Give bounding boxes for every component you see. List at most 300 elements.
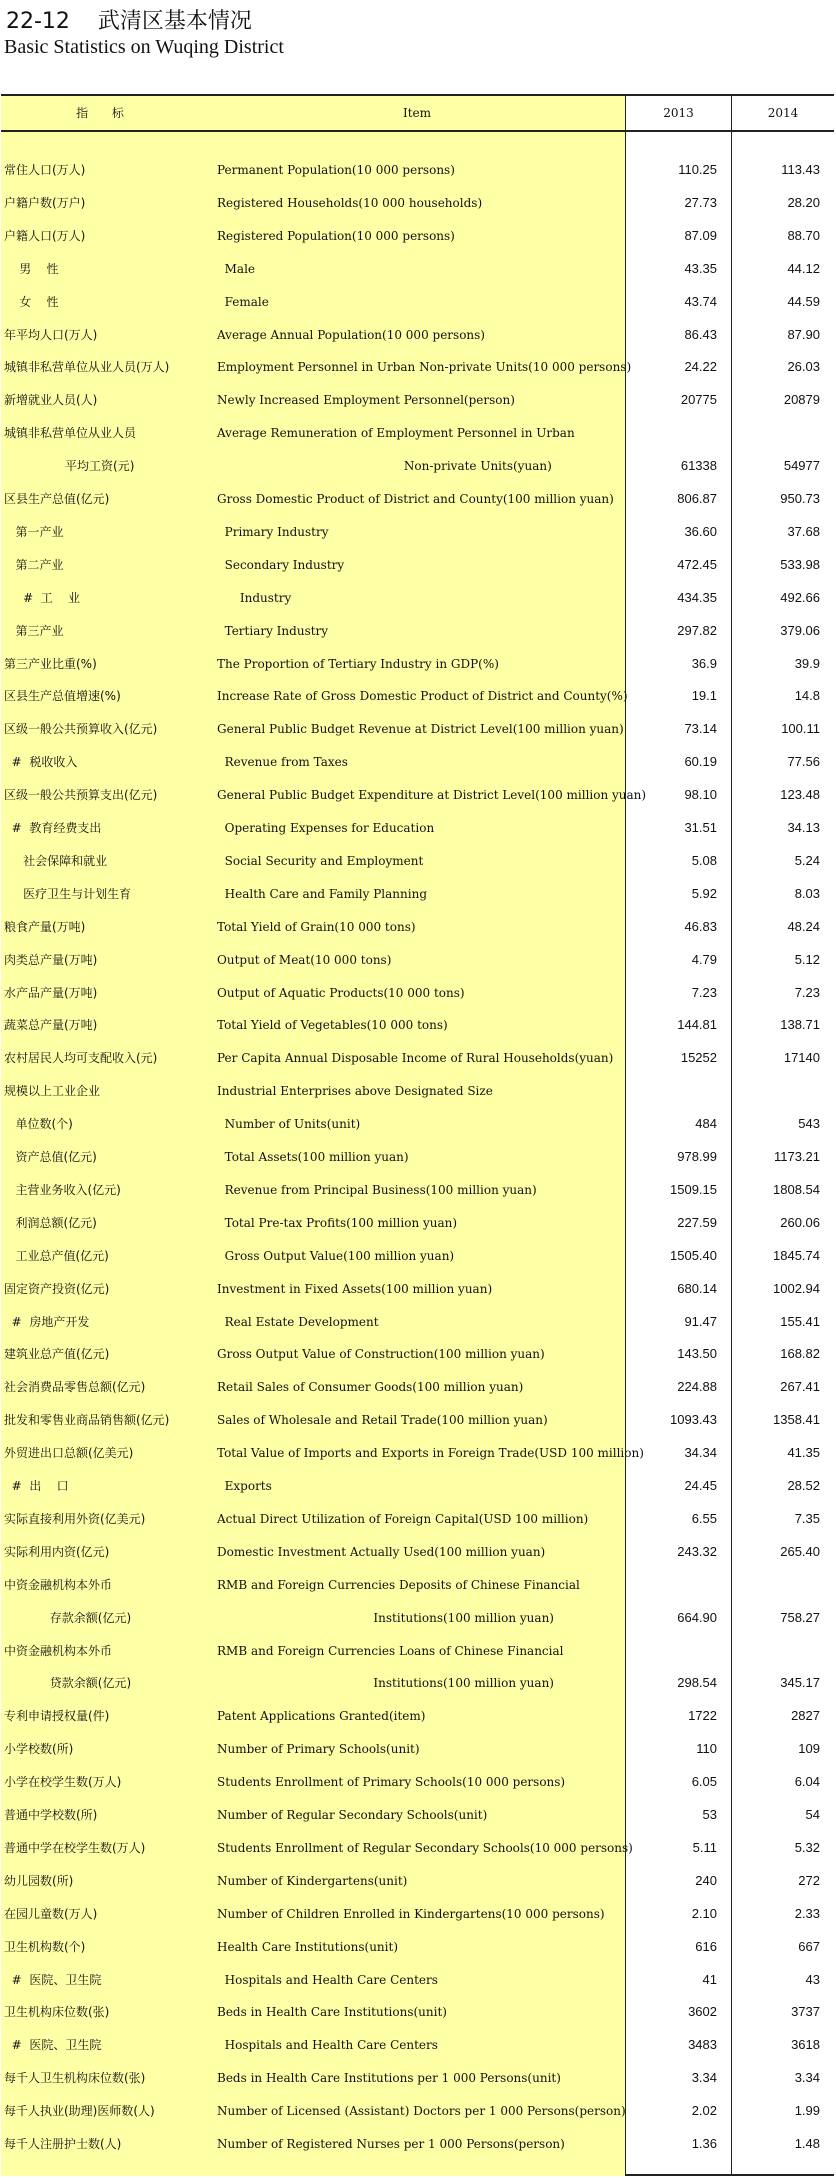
value-2014: 34.13 — [787, 820, 820, 835]
row-label-cn: 存款余额(亿元) — [4, 1610, 132, 1625]
row-label-cn: 工业总产值(亿元) — [4, 1248, 109, 1263]
value-2014: 265.40 — [780, 1543, 820, 1559]
value-2013: 31.51 — [684, 820, 717, 835]
row-label-cn: 女 性 — [4, 294, 59, 309]
row-label-en: Primary Industry — [217, 524, 329, 539]
row-label-cn: 每千人执业(助理)医师数(人) — [4, 2104, 155, 2119]
value-2013: 484 — [695, 1116, 717, 1132]
value-2014: 7.35 — [794, 1510, 820, 1526]
value-2013: 1.36 — [691, 2136, 717, 2151]
value-2013: 144.81 — [677, 1017, 717, 1033]
value-2013: 224.88 — [677, 1379, 717, 1395]
row-label-cn: # 教育经费支出 — [4, 821, 102, 835]
table-row — [1, 1569, 834, 1601]
row-label-cn: 社会保障和就业 — [4, 853, 108, 868]
row-label-en: Employment Personnel in Urban Non-private Units(10 000 persons) — [217, 360, 632, 375]
row-label-cn: 社会消费品零售总额(亿元) — [4, 1380, 146, 1395]
row-label-cn: 医疗卫生与计划生育 — [4, 886, 132, 901]
value-2013: 6.05 — [691, 1774, 717, 1790]
table-row — [1, 1075, 834, 1107]
page-title-english: Basic Statistics on Wuqing District — [4, 36, 284, 58]
value-2013: 3.34 — [691, 2070, 717, 2086]
table-row — [1, 1108, 834, 1140]
value-2013: 27.73 — [684, 194, 717, 210]
row-label-cn: 每千人注册护士数(人) — [4, 2137, 122, 2151]
value-2014: 2827 — [791, 1708, 820, 1724]
row-label-cn: 水产品产量(万吨) — [4, 985, 98, 1000]
table-row — [1, 2062, 834, 2094]
row-label-cn: 中资金融机构本外币 — [4, 1643, 113, 1658]
value-2014: 3618 — [791, 2037, 820, 2053]
table-row — [1, 648, 834, 680]
value-2013: 98.10 — [684, 787, 717, 803]
value-2013: 2.10 — [691, 1905, 717, 1921]
row-label-en: Average Remuneration of Employment Personnel in Urban — [217, 426, 575, 441]
table-row — [1, 746, 834, 778]
table-row — [1, 680, 834, 712]
row-label-en: Number of Units(unit) — [217, 1117, 361, 1132]
row-label-en: Secondary Industry — [217, 557, 345, 572]
table-row — [1, 1635, 834, 1667]
table-row — [1, 549, 834, 581]
row-label-en: Male — [217, 261, 256, 276]
value-2013: 34.34 — [684, 1445, 717, 1461]
value-2013: 7.23 — [691, 984, 717, 1000]
value-2013: 434.35 — [677, 589, 717, 605]
row-label-cn: 卫生机构床位数(张) — [4, 2005, 110, 2020]
value-2013: 36.9 — [691, 655, 717, 671]
table-row — [1, 450, 834, 482]
row-label-en: Patent Applications Granted(item) — [217, 1709, 426, 1724]
value-2013: 36.60 — [684, 523, 717, 539]
value-2013: 1509.15 — [670, 1181, 717, 1197]
table-row — [1, 1700, 834, 1732]
value-2013: 4.79 — [691, 951, 717, 967]
value-2013: 143.50 — [677, 1346, 717, 1362]
row-label-cn: 小学在校学生数(万人) — [4, 1775, 122, 1790]
row-label-en: Sales of Wholesale and Retail Trade(100 million yuan) — [217, 1413, 548, 1428]
value-2014: 1845.74 — [773, 1247, 820, 1263]
row-label-cn: 农村居民人均可支配收入(元) — [4, 1051, 158, 1066]
table-row — [1, 1964, 834, 1996]
table-row — [1, 187, 834, 219]
value-2014: 5.12 — [794, 951, 820, 967]
value-2014: 26.03 — [787, 359, 820, 375]
header-item: Item — [209, 96, 626, 130]
table-row — [1, 1470, 834, 1502]
row-label-en: Number of Kindergartens(unit) — [217, 1873, 408, 1888]
value-2014: 48.24 — [787, 918, 820, 934]
table-row — [1, 1865, 834, 1897]
value-2014: 5.24 — [794, 852, 820, 868]
table-row — [1, 1306, 834, 1338]
table-header — [1, 96, 834, 132]
value-2013: 24.45 — [684, 1478, 717, 1493]
value-2013: 806.87 — [677, 491, 717, 506]
row-label-en: Output of Aquatic Products(10 000 tons) — [217, 985, 465, 1000]
value-2014: 37.68 — [787, 523, 820, 539]
row-label-cn: 区县生产总值(亿元) — [4, 492, 110, 506]
value-2014: 5.32 — [794, 1839, 820, 1855]
row-label-en: Actual Direct Utilization of Foreign Capital(USD 100 million) — [217, 1511, 589, 1526]
row-label-en: Number of Registered Nurses per 1 000 Persons(person) — [217, 2137, 565, 2151]
value-2013: 227.59 — [677, 1214, 717, 1230]
table-row — [1, 1898, 834, 1930]
row-label-en: RMB and Foreign Currencies Deposits of Chinese Financial — [217, 1577, 580, 1592]
row-label-cn: 户籍人口(万人) — [4, 228, 86, 243]
value-2013: 978.99 — [677, 1149, 717, 1164]
value-2014: 28.20 — [787, 194, 820, 210]
value-2014: 155.41 — [780, 1313, 820, 1329]
row-label-cn: 在园儿童数(万人) — [4, 1906, 98, 1921]
value-2013: 1722 — [688, 1708, 717, 1724]
row-label-cn: 建筑业总产值(亿元) — [4, 1347, 110, 1362]
row-label-cn: 普通中学校数(所) — [4, 1808, 98, 1822]
row-label-en: RMB and Foreign Currencies Loans of Chinese Financial — [217, 1643, 564, 1658]
table-row — [1, 1602, 834, 1634]
row-label-cn: 第二产业 — [4, 557, 64, 572]
row-label-cn: # 出 口 — [4, 1479, 69, 1493]
value-2013: 5.92 — [691, 885, 717, 901]
row-label-cn: 年平均人口(万人) — [4, 327, 98, 342]
row-label-en: Real Estate Development — [217, 1314, 379, 1329]
row-label-cn: 小学校数(所) — [4, 1742, 74, 1757]
value-2013: 91.47 — [684, 1313, 717, 1329]
row-label-en: Number of Regular Secondary Schools(unit) — [217, 1808, 488, 1822]
page-title-chinese: 22-12 武清区基本情况 — [6, 9, 252, 34]
row-label-en: Students Enrollment of Primary Schools(10 000 persons) — [217, 1775, 566, 1790]
value-2014: 758.27 — [780, 1609, 820, 1625]
row-label-en: Average Annual Population(10 000 persons) — [217, 327, 485, 342]
value-2014: 1002.94 — [773, 1280, 820, 1296]
row-label-cn: 肉类总产量(万吨) — [4, 952, 98, 967]
row-label-en: The Proportion of Tertiary Industry in GDP(%) — [217, 656, 499, 671]
value-2014: 260.06 — [780, 1214, 820, 1230]
value-2014: 543 — [798, 1116, 820, 1132]
row-label-en: Beds in Health Care Institutions(unit) — [217, 2005, 447, 2020]
row-label-cn: 主营业务收入(亿元) — [4, 1182, 121, 1197]
value-2014: 44.59 — [787, 293, 820, 309]
table-row — [1, 384, 834, 416]
row-label-en: Students Enrollment of Regular Secondary Schools(10 000 persons) — [217, 1840, 633, 1855]
row-label-cn: 实际利用内资(亿元) — [4, 1544, 110, 1559]
header-year-2014: 2014 — [767, 106, 799, 120]
row-label-en: Total Yield of Grain(10 000 tons) — [217, 919, 416, 934]
table-row — [1, 417, 834, 449]
row-label-cn: # 房地产开发 — [4, 1314, 90, 1329]
table-row — [1, 319, 834, 351]
value-2013: 15252 — [680, 1050, 717, 1066]
row-label-cn: 粮食产量(万吨) — [4, 919, 86, 934]
row-label-cn: 第三产业 — [4, 623, 64, 638]
value-2013: 110.25 — [678, 162, 717, 177]
row-label-en: Health Care and Family Planning — [217, 886, 428, 901]
value-2014: 138.71 — [780, 1017, 820, 1033]
table-row — [1, 1141, 834, 1173]
row-label-en: Hospitals and Health Care Centers — [217, 2038, 438, 2053]
table-row — [1, 944, 834, 976]
value-2014: 1.48 — [794, 2136, 820, 2151]
value-2013: 1505.40 — [670, 1247, 717, 1263]
value-2014: 950.73 — [780, 491, 820, 506]
value-2013: 110 — [696, 1741, 717, 1757]
value-2014: 88.70 — [787, 227, 820, 243]
value-2014: 1.99 — [794, 2103, 820, 2119]
table-row — [1, 1042, 834, 1074]
row-label-cn: 区级一般公共预算支出(亿元) — [4, 788, 158, 803]
table-row — [1, 1174, 834, 1206]
row-label-cn: 平均工资(元) — [4, 459, 135, 474]
row-label-cn: 蔬菜总产量(万吨) — [4, 1018, 98, 1033]
table-row — [1, 1667, 834, 1699]
row-label-cn: 第一产业 — [4, 524, 64, 539]
value-2013: 46.83 — [684, 918, 717, 934]
row-label-cn: 固定资产投资(亿元) — [4, 1281, 110, 1296]
value-2013: 3602 — [688, 2004, 717, 2020]
header-year-2013: 2013 — [626, 96, 732, 130]
row-label-cn: 外贸进出口总额(亿美元) — [4, 1446, 134, 1461]
row-label-cn: 每千人卫生机构床位数(张) — [4, 2071, 146, 2086]
value-2014: 379.06 — [780, 622, 820, 638]
row-label-en: Hospitals and Health Care Centers — [217, 1972, 438, 1987]
table-row — [1, 1996, 834, 2028]
table-row — [1, 2029, 834, 2061]
row-label-cn: 区县生产总值增速(%) — [4, 689, 121, 704]
row-label-en: Industry — [217, 590, 292, 605]
value-2013: 87.09 — [684, 227, 717, 243]
table-row — [1, 713, 834, 745]
value-2014: 3737 — [791, 2004, 820, 2020]
row-label-cn: 新增就业人员(人) — [4, 393, 98, 408]
table-row — [1, 615, 834, 647]
value-2014: 1358.41 — [773, 1412, 820, 1428]
table-row — [1, 1371, 834, 1403]
row-label-cn: 贷款余额(亿元) — [4, 1676, 132, 1691]
table-row — [1, 1536, 834, 1568]
table-row — [1, 1207, 834, 1239]
value-2014: 54 — [805, 1807, 820, 1822]
table-row — [1, 1931, 834, 1963]
row-label-cn: 利润总额(亿元) — [4, 1215, 97, 1230]
value-2013: 5.11 — [692, 1839, 717, 1855]
table-row — [1, 154, 834, 186]
row-label-en: General Public Budget Revenue at District Level(100 million yuan) — [217, 722, 624, 737]
table-row — [1, 1240, 834, 1272]
row-label-en: Newly Increased Employment Personnel(person) — [217, 393, 515, 408]
value-2013: 43.35 — [684, 260, 717, 276]
row-label-cn: # 工 业 — [4, 590, 81, 605]
value-2013: 472.45 — [677, 556, 717, 572]
row-label-cn: 男 性 — [4, 261, 59, 276]
row-label-en: Total Assets(100 million yuan) — [217, 1150, 409, 1164]
row-label-en: Tertiary Industry — [217, 623, 329, 638]
row-label-en: Registered Households(10 000 households) — [217, 195, 483, 210]
row-label-en: General Public Budget Expenditure at District Level(100 million yuan) — [217, 788, 647, 803]
value-2014: 2.33 — [794, 1905, 820, 1921]
row-label-cn: 城镇非私营单位从业人员 — [4, 426, 137, 441]
row-label-en: Permanent Population(10 000 persons) — [217, 163, 455, 177]
value-2014: 41.35 — [787, 1445, 820, 1461]
value-2014: 43 — [805, 1971, 820, 1987]
row-label-en: Gross Output Value(100 million yuan) — [217, 1248, 455, 1263]
table-row — [1, 253, 834, 285]
value-2014: 17140 — [783, 1050, 820, 1066]
table-row — [1, 1766, 834, 1798]
value-2014: 272 — [798, 1872, 820, 1888]
row-label-en: Revenue from Principal Business(100 million yuan) — [217, 1182, 537, 1197]
table-row — [1, 286, 834, 318]
row-label-en: Health Care Institutions(unit) — [217, 1939, 399, 1954]
value-2013: 43.74 — [684, 293, 717, 309]
row-label-en: Institutions(100 million yuan) — [217, 1676, 554, 1691]
value-2014: 100.11 — [781, 721, 820, 737]
value-2014: 87.90 — [787, 326, 820, 342]
table-row — [1, 1404, 834, 1436]
row-label-cn: 专利申请授权量(件) — [4, 1709, 110, 1724]
row-label-cn: 城镇非私营单位从业人员(万人) — [4, 360, 170, 375]
value-2014: 533.98 — [780, 556, 820, 572]
value-2013: 616 — [695, 1938, 717, 1954]
value-2014: 113.43 — [781, 162, 820, 177]
table-row — [1, 351, 834, 383]
row-label-cn: # 医院、卫生院 — [4, 2038, 102, 2053]
value-2014: 28.52 — [787, 1478, 820, 1493]
value-2013: 3483 — [688, 2037, 717, 2053]
table-row — [1, 878, 834, 910]
row-label-cn: 中资金融机构本外币 — [4, 1577, 113, 1592]
value-2014: 3.34 — [794, 2070, 820, 2086]
row-label-en: Retail Sales of Consumer Goods(100 million yuan) — [217, 1380, 524, 1395]
table-row — [1, 516, 834, 548]
row-label-en: Total Value of Imports and Exports in Foreign Trade(USD 100 million) — [217, 1446, 644, 1461]
value-2013: 298.54 — [677, 1675, 717, 1691]
value-2014: 77.56 — [787, 754, 820, 770]
value-2013: 19.1 — [691, 688, 717, 704]
row-label-en: Beds in Health Care Institutions per 1 000 Persons(unit) — [217, 2071, 561, 2086]
value-2013: 5.08 — [691, 852, 717, 868]
table-row — [1, 1273, 834, 1305]
header-indicator: 指 标 — [1, 96, 209, 130]
row-label-cn: 户籍户数(万户) — [4, 195, 86, 210]
value-2013: 243.32 — [677, 1543, 717, 1559]
table-row — [1, 483, 834, 515]
value-2014: 6.04 — [794, 1774, 820, 1790]
value-2013: 20775 — [680, 392, 717, 408]
value-2014: 667 — [798, 1938, 820, 1954]
value-2014: 123.48 — [780, 787, 820, 803]
value-2013: 24.22 — [684, 359, 717, 375]
value-2014: 1173.21 — [773, 1149, 820, 1164]
table-row — [1, 2095, 834, 2127]
row-label-en: Operating Expenses for Education — [217, 821, 435, 835]
value-2014: 20879 — [783, 392, 820, 408]
value-2014: 267.41 — [780, 1379, 820, 1395]
row-label-en: Output of Meat(10 000 tons) — [217, 952, 392, 967]
row-label-cn: 第三产业比重(%) — [4, 656, 97, 671]
value-2013: 61338 — [680, 458, 717, 474]
value-2014: 345.17 — [780, 1675, 820, 1691]
row-label-cn: 常住人口(万人) — [4, 163, 86, 177]
row-label-en: Female — [217, 294, 269, 309]
row-label-en: Number of Children Enrolled in Kindergartens(10 000 persons) — [217, 1906, 605, 1921]
row-label-cn: 单位数(个) — [4, 1117, 73, 1132]
row-label-en: Industrial Enterprises above Designated Size — [217, 1084, 493, 1099]
row-label-en: Increase Rate of Gross Domestic Product of District and County(%) — [217, 689, 628, 704]
table-row — [1, 911, 834, 943]
row-label-en: Exports — [217, 1479, 272, 1493]
value-2013: 6.55 — [691, 1510, 717, 1526]
row-label-cn: # 税收收入 — [4, 755, 78, 770]
table-row — [1, 2128, 834, 2160]
value-2013: 680.14 — [677, 1280, 717, 1296]
row-label-en: Per Capita Annual Disposable Income of Rural Households(yuan) — [217, 1051, 614, 1066]
row-label-en: Investment in Fixed Assets(100 million yuan) — [217, 1281, 493, 1296]
row-label-en: Institutions(100 million yuan) — [217, 1610, 554, 1625]
row-label-en: Number of Licensed (Assistant) Doctors per 1 000 Persons(person) — [217, 2104, 626, 2119]
row-label-en: Registered Population(10 000 persons) — [217, 228, 455, 243]
row-label-cn: 批发和零售业商品销售额(亿元) — [4, 1413, 170, 1428]
row-label-cn: 资产总值(亿元) — [4, 1150, 97, 1164]
value-2013: 53 — [702, 1807, 717, 1822]
table-row — [1, 812, 834, 844]
row-label-cn: 区级一般公共预算收入(亿元) — [4, 722, 158, 737]
table-row — [1, 977, 834, 1009]
row-label-en: Domestic Investment Actually Used(100 million yuan) — [217, 1544, 546, 1559]
row-label-en: Gross Output Value of Construction(100 million yuan) — [217, 1347, 545, 1362]
value-2013: 297.82 — [677, 622, 717, 638]
row-label-en: Total Pre-tax Profits(100 million yuan) — [217, 1215, 458, 1230]
row-label-en: Number of Primary Schools(unit) — [217, 1742, 420, 1757]
value-2014: 1808.54 — [773, 1181, 820, 1197]
table-row — [1, 845, 834, 877]
value-2014: 39.9 — [794, 655, 820, 671]
value-2013: 86.43 — [684, 326, 717, 342]
value-2014: 44.12 — [787, 260, 820, 276]
value-2014: 492.66 — [780, 589, 820, 605]
table-row — [1, 1437, 834, 1469]
value-2013: 240 — [695, 1872, 717, 1888]
value-2014: 109 — [798, 1741, 820, 1757]
table-row — [1, 582, 834, 614]
table-row — [1, 779, 834, 811]
table-row — [1, 1338, 834, 1370]
value-2014: 168.82 — [780, 1346, 820, 1362]
row-label-cn: # 医院、卫生院 — [4, 1972, 102, 1987]
statistics-table — [1, 94, 834, 2176]
value-2014: 54977 — [783, 458, 820, 474]
table-row — [1, 1832, 834, 1864]
row-label-cn: 普通中学在校学生数(万人) — [4, 1840, 146, 1855]
value-2013: 664.90 — [677, 1609, 717, 1625]
row-label-cn: 卫生机构数(个) — [4, 1939, 86, 1954]
row-label-cn: 幼儿园数(所) — [4, 1873, 74, 1888]
row-label-en: Total Yield of Vegetables(10 000 tons) — [217, 1018, 448, 1033]
row-label-en: Social Security and Employment — [217, 853, 424, 868]
value-2014: 7.23 — [794, 984, 820, 1000]
value-2013: 60.19 — [684, 754, 717, 770]
table-row — [1, 1009, 834, 1041]
table-row — [1, 1799, 834, 1831]
table-row — [1, 1733, 834, 1765]
row-label-en: Gross Domestic Product of District and County(100 million yuan) — [217, 492, 614, 506]
value-2013: 1093.43 — [670, 1412, 717, 1428]
row-label-en: Non-private Units(yuan) — [217, 459, 552, 474]
value-2013: 41 — [702, 1971, 717, 1987]
value-2013: 2.02 — [691, 2103, 717, 2119]
table-row — [1, 220, 834, 252]
row-label-cn: 实际直接利用外资(亿美元) — [4, 1511, 146, 1526]
value-2014: 8.03 — [794, 885, 820, 901]
